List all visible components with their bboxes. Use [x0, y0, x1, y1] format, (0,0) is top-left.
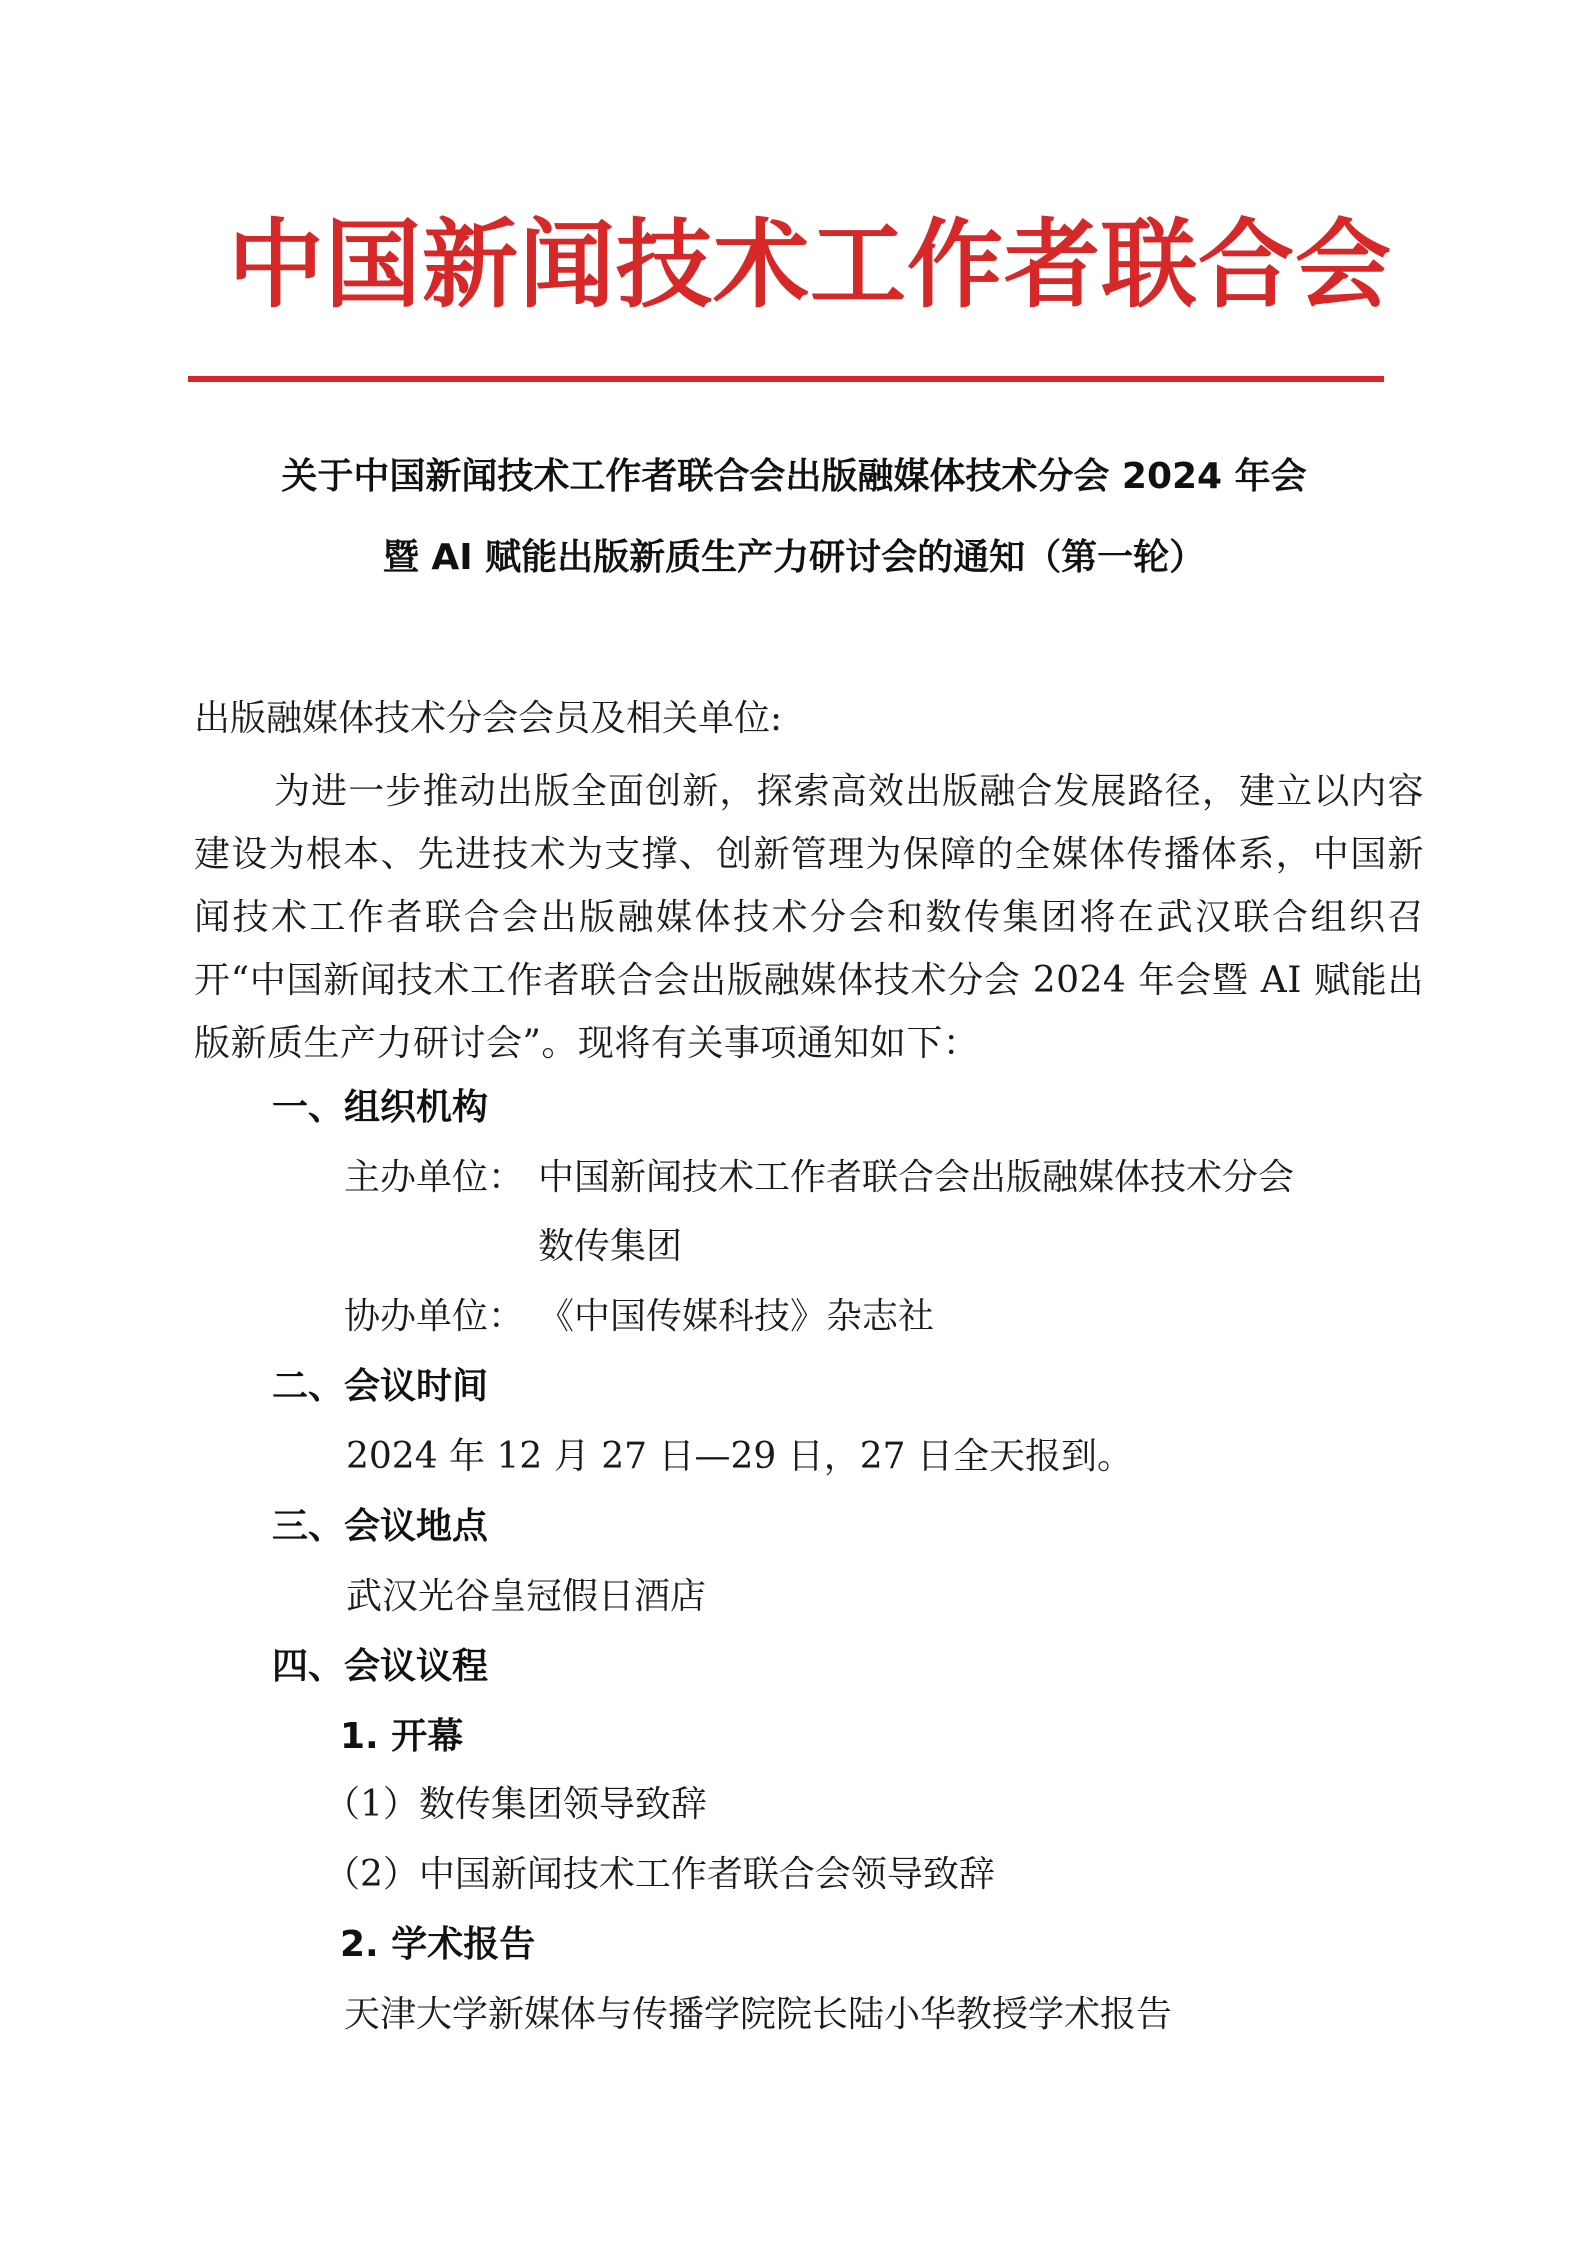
- co-host-label: 协办单位：: [344, 1296, 525, 1337]
- salutation: 出版融媒体技术分会会员及相关单位:: [194, 698, 783, 739]
- co-host-organization: 《中国传媒科技》杂志社: [538, 1296, 935, 1337]
- agenda-opening-sub-1: （1）数传集团领导致辞: [324, 1784, 707, 1825]
- intro-paragraph: 为进一步推动出版全面创新，探索高效出版融合发展路径，建立以内容建设为根本、先进技术为支撑、创新管理为保障的全媒体传播体系，中国新闻技术工作者联合会出版融媒体技术分会和数传集团将在武汉联合组织召开“中国新闻技术工作者联合会出版融媒体技术分会 2024 年会暨 AI 赋能出版新质生产力研讨会”。现将有关事项通知如下：: [194, 771, 1424, 1064]
- agenda-academic-report-text: 天津大学新媒体与传播学院院长陆小华教授学术报告: [344, 1994, 1173, 2035]
- host-organization-1: 中国新闻技术工作者联合会出版融媒体技术分会: [538, 1157, 1295, 1198]
- organization-letterhead: 中国新闻技术工作者联合会: [228, 209, 1392, 321]
- section-heading-agenda: 四、会议议程: [272, 1646, 489, 1687]
- meeting-location: 武汉光谷皇冠假日酒店: [346, 1576, 707, 1617]
- host-organization-2: 数传集团: [538, 1226, 683, 1267]
- host-label: 主办单位：: [344, 1157, 525, 1198]
- agenda-opening-sub-2: （2）中国新闻技术工作者联合会领导致辞: [324, 1854, 995, 1895]
- agenda-item-academic-report: 2. 学术报告: [340, 1924, 536, 1965]
- section-heading-organization: 一、组织机构: [272, 1087, 489, 1128]
- letterhead-red-rule: [188, 376, 1384, 382]
- notice-title-line-2: 暨 AI 赋能出版新质生产力研讨会的通知（第一轮）: [382, 537, 1206, 578]
- section-heading-location: 三、会议地点: [272, 1506, 489, 1547]
- section-heading-time: 二、会议时间: [272, 1366, 489, 1407]
- meeting-time: 2024 年 12 月 27 日—29 日，27 日全天报到。: [346, 1436, 1133, 1477]
- notice-title-line-1: 关于中国新闻技术工作者联合会出版融媒体技术分会 2024 年会: [281, 456, 1307, 497]
- agenda-item-opening: 1. 开幕: [340, 1716, 464, 1757]
